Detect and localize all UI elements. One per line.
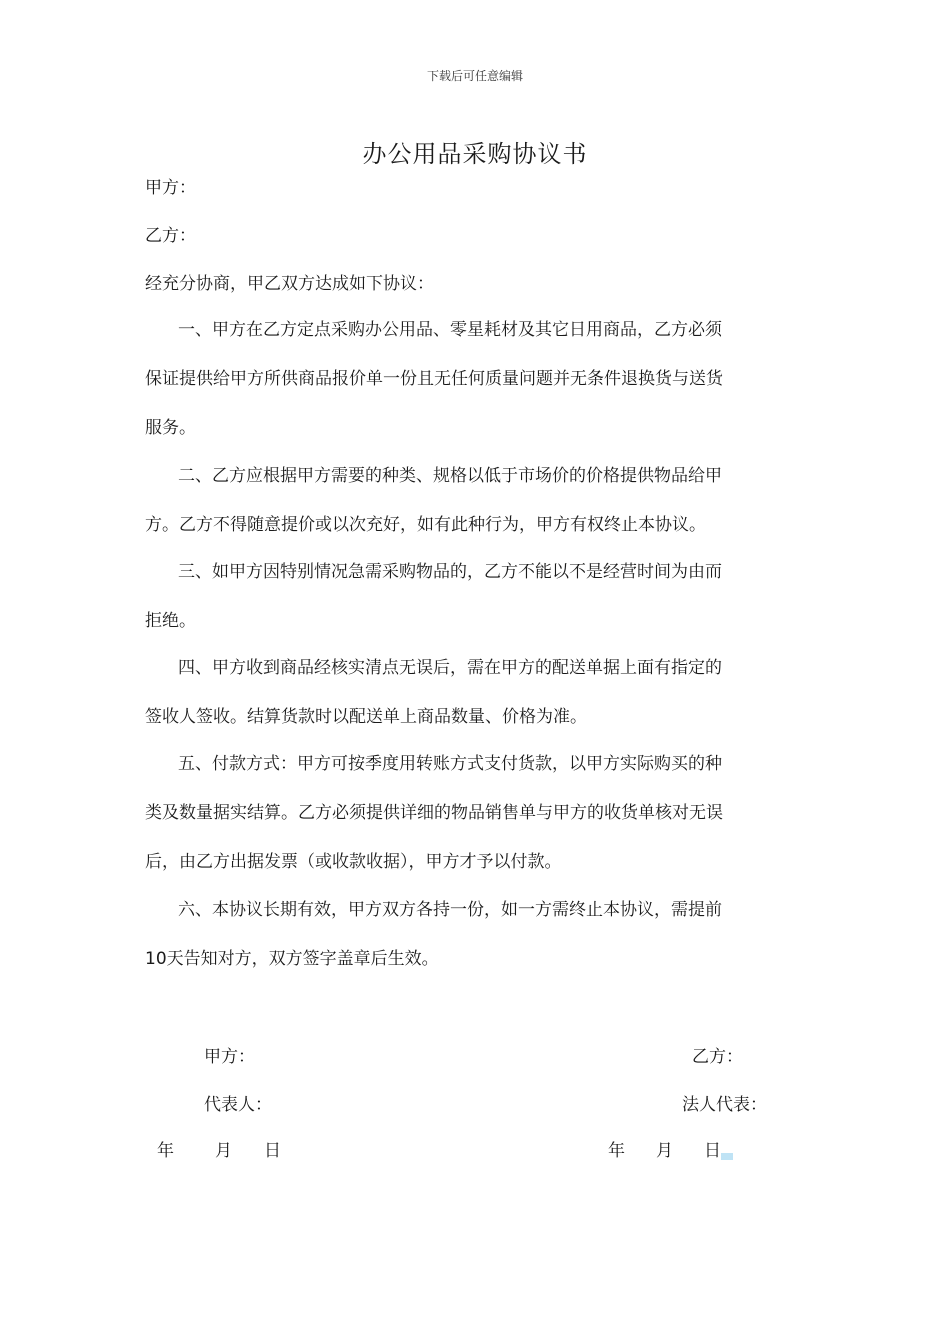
clause-5-line-1: 五、付款方式：甲方可按季度用转账方式支付货款，以甲方实际购买的种 [178, 754, 722, 774]
clause-2-line-1: 二、乙方应根据甲方需要的种类、规格以低于市场价的价格提供物品给甲 [178, 466, 722, 486]
selection-highlight [721, 1153, 733, 1160]
left-date-month: 月 [215, 1141, 232, 1161]
left-date-year: 年 [157, 1141, 174, 1161]
clause-1-line-1: 一、甲方在乙方定点采购办公用品、零星耗材及其它日用商品，乙方必须 [178, 320, 722, 340]
clause-4-line-2: 签收人签收。结算货款时以配送单上商品数量、价格为准。 [145, 707, 587, 727]
signature-party-b: 乙方： [692, 1047, 743, 1067]
clause-1-line-2: 保证提供给甲方所供商品报价单一份且无任何质量问题并无条件退换货与送货 [145, 369, 723, 389]
clause-6-line-2: 10天告知对方，双方签字盖章后生效。 [145, 949, 439, 969]
clause-5-line-2: 类及数量据实结算。乙方必须提供详细的物品销售单与甲方的收货单核对无误 [145, 803, 723, 823]
clause-6-line-1: 六、本协议长期有效，甲方双方各持一份，如一方需终止本协议，需提前 [178, 900, 722, 920]
clause-1-line-3: 服务。 [145, 418, 196, 438]
signature-party-b-rep: 法人代表： [682, 1095, 767, 1115]
left-date-day: 日 [264, 1141, 281, 1161]
party-b-label: 乙方： [145, 226, 196, 246]
party-a-label: 甲方： [145, 178, 196, 198]
document-title: 办公用品采购协议书 [362, 140, 588, 168]
clause-2-line-2: 方。乙方不得随意提价或以次充好，如有此种行为，甲方有权终止本协议。 [145, 515, 706, 535]
right-date-year: 年 [608, 1141, 625, 1161]
clause-4-line-1: 四、甲方收到商品经核实清点无误后，需在甲方的配送单据上面有指定的 [178, 658, 722, 678]
intro-text: 经充分协商，甲乙双方达成如下协议： [145, 274, 434, 294]
right-date-day: 日 [704, 1141, 721, 1161]
signature-party-a-rep: 代表人： [204, 1095, 272, 1115]
header-note: 下载后可任意编辑 [426, 69, 523, 83]
right-date-month: 月 [656, 1141, 673, 1161]
signature-party-a: 甲方： [204, 1047, 255, 1067]
clause-3-line-2: 拒绝。 [145, 611, 196, 631]
clause-3-line-1: 三、如甲方因特别情况急需采购物品的，乙方不能以不是经营时间为由而 [178, 562, 722, 582]
clause-5-line-3: 后，由乙方出据发票（或收款收据），甲方才予以付款。 [145, 852, 562, 872]
